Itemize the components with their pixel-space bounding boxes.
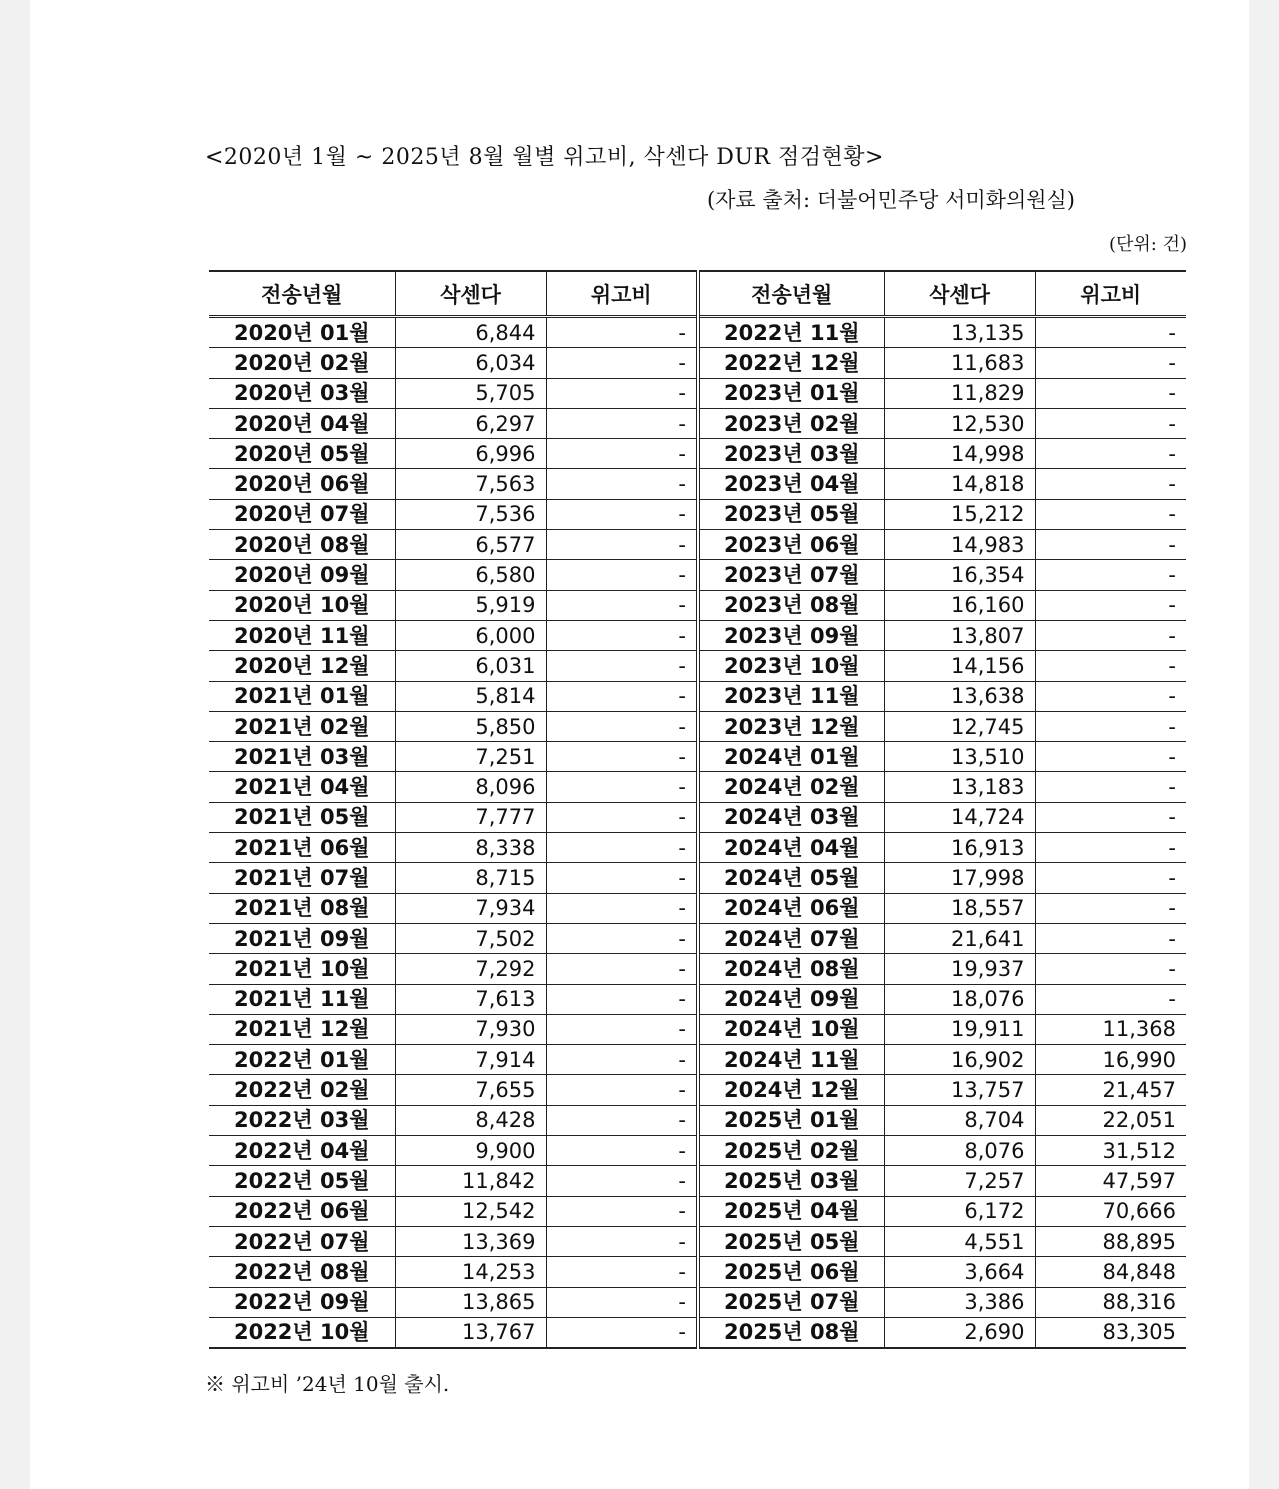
cell-wegovy-left: -: [546, 408, 698, 438]
table-row: [209, 590, 1186, 620]
cell-saxenda-right: 13,183: [884, 772, 1035, 802]
cell-saxenda-right: 14,156: [884, 651, 1035, 681]
table-row: [209, 1014, 1186, 1044]
cell-wegovy-right: -: [1035, 439, 1186, 469]
cell-saxenda-left: 7,655: [395, 1075, 546, 1105]
cell-saxenda-left: 7,930: [395, 1014, 546, 1044]
cell-saxenda-left: 6,996: [395, 439, 546, 469]
table-header-row: [209, 271, 1186, 317]
cell-wegovy-left: -: [546, 590, 698, 620]
cell-wegovy-right: -: [1035, 469, 1186, 499]
cell-wegovy-right: -: [1035, 863, 1186, 893]
cell-wegovy-right: 88,316: [1035, 1287, 1186, 1317]
cell-saxenda-left: 6,577: [395, 530, 546, 560]
cell-wegovy-right: -: [1035, 802, 1186, 832]
table-row: [209, 1075, 1186, 1105]
cell-saxenda-right: 6,172: [884, 1196, 1035, 1226]
cell-month-left: 2022년 10월: [209, 1317, 395, 1348]
cell-wegovy-left: -: [546, 711, 698, 741]
table-row: [209, 893, 1186, 923]
cell-wegovy-left: -: [546, 1136, 698, 1166]
cell-month-left: 2021년 02월: [209, 711, 395, 741]
table-row: [209, 984, 1186, 1014]
cell-saxenda-left: 7,777: [395, 802, 546, 832]
cell-wegovy-right: -: [1035, 590, 1186, 620]
cell-wegovy-left: -: [546, 1166, 698, 1196]
cell-saxenda-right: 14,818: [884, 469, 1035, 499]
cell-wegovy-right: -: [1035, 317, 1186, 348]
table-row: [209, 1287, 1186, 1317]
cell-saxenda-right: 13,510: [884, 742, 1035, 772]
cell-wegovy-left: -: [546, 984, 698, 1014]
cell-wegovy-left: -: [546, 378, 698, 408]
cell-month-left: 2021년 08월: [209, 893, 395, 923]
table-body: [209, 317, 1186, 1349]
cell-month-left: 2021년 09월: [209, 923, 395, 953]
cell-saxenda-right: 13,638: [884, 681, 1035, 711]
cell-wegovy-left: -: [546, 620, 698, 650]
cell-month-right: 2024년 09월: [698, 984, 884, 1014]
cell-month-right: 2024년 11월: [698, 1045, 884, 1075]
cell-month-right: 2023년 01월: [698, 378, 884, 408]
cell-wegovy-right: -: [1035, 772, 1186, 802]
cell-month-right: 2023년 12월: [698, 711, 884, 741]
cell-month-right: 2024년 10월: [698, 1014, 884, 1044]
cell-saxenda-left: 7,563: [395, 469, 546, 499]
cell-saxenda-right: 8,076: [884, 1136, 1035, 1166]
cell-saxenda-right: 3,664: [884, 1257, 1035, 1287]
cell-saxenda-right: 13,757: [884, 1075, 1035, 1105]
cell-saxenda-right: 14,724: [884, 802, 1035, 832]
cell-month-right: 2024년 06월: [698, 893, 884, 923]
cell-month-right: 2023년 04월: [698, 469, 884, 499]
cell-saxenda-right: 16,902: [884, 1045, 1035, 1075]
cell-wegovy-right: -: [1035, 984, 1186, 1014]
cell-month-right: 2025년 05월: [698, 1226, 884, 1256]
cell-month-left: 2021년 12월: [209, 1014, 395, 1044]
cell-month-left: 2022년 05월: [209, 1166, 395, 1196]
cell-wegovy-right: 21,457: [1035, 1075, 1186, 1105]
cell-wegovy-right: 84,848: [1035, 1257, 1186, 1287]
cell-saxenda-right: 11,829: [884, 378, 1035, 408]
footnote: ※ 위고비 ’24년 10월 출시.: [205, 1372, 450, 1396]
cell-wegovy-right: 22,051: [1035, 1105, 1186, 1135]
table-row: [209, 1105, 1186, 1135]
cell-saxenda-right: 7,257: [884, 1166, 1035, 1196]
cell-month-left: 2022년 06월: [209, 1196, 395, 1226]
cell-month-left: 2022년 04월: [209, 1136, 395, 1166]
cell-month-right: 2023년 03월: [698, 439, 884, 469]
cell-month-left: 2020년 02월: [209, 348, 395, 378]
cell-saxenda-right: 16,354: [884, 560, 1035, 590]
cell-wegovy-right: -: [1035, 893, 1186, 923]
cell-month-right: 2024년 07월: [698, 923, 884, 953]
table-row: [209, 530, 1186, 560]
cell-wegovy-right: -: [1035, 560, 1186, 590]
cell-month-left: 2022년 08월: [209, 1257, 395, 1287]
cell-month-right: 2025년 04월: [698, 1196, 884, 1226]
cell-month-right: 2024년 04월: [698, 833, 884, 863]
table-row: [209, 378, 1186, 408]
cell-saxenda-left: 5,919: [395, 590, 546, 620]
table-row: [209, 1257, 1186, 1287]
cell-month-right: 2024년 01월: [698, 742, 884, 772]
cell-saxenda-left: 5,814: [395, 681, 546, 711]
table-row: [209, 1045, 1186, 1075]
cell-saxenda-left: 6,844: [395, 317, 546, 348]
cell-month-right: 2024년 03월: [698, 802, 884, 832]
cell-wegovy-right: 47,597: [1035, 1166, 1186, 1196]
cell-saxenda-left: 6,031: [395, 651, 546, 681]
cell-saxenda-right: 18,557: [884, 893, 1035, 923]
cell-wegovy-left: -: [546, 1014, 698, 1044]
table-row: [209, 863, 1186, 893]
cell-wegovy-left: -: [546, 348, 698, 378]
cell-wegovy-left: -: [546, 1257, 698, 1287]
cell-saxenda-right: 13,807: [884, 620, 1035, 650]
header-month-right: 전송년월: [698, 271, 884, 317]
cell-month-right: 2025년 08월: [698, 1317, 884, 1348]
cell-saxenda-right: 17,998: [884, 863, 1035, 893]
cell-month-right: 2024년 12월: [698, 1075, 884, 1105]
cell-saxenda-left: 7,613: [395, 984, 546, 1014]
cell-saxenda-left: 13,767: [395, 1317, 546, 1348]
cell-wegovy-left: -: [546, 469, 698, 499]
cell-saxenda-right: 13,135: [884, 317, 1035, 348]
cell-month-left: 2020년 07월: [209, 499, 395, 529]
cell-wegovy-right: -: [1035, 651, 1186, 681]
cell-saxenda-left: 5,850: [395, 711, 546, 741]
table-row: [209, 681, 1186, 711]
cell-saxenda-left: 7,251: [395, 742, 546, 772]
cell-wegovy-right: -: [1035, 681, 1186, 711]
table-row: [209, 772, 1186, 802]
table-row: [209, 802, 1186, 832]
header-saxenda-right: 삭센다: [884, 271, 1035, 317]
cell-wegovy-right: -: [1035, 620, 1186, 650]
cell-saxenda-left: 6,580: [395, 560, 546, 590]
cell-month-right: 2023년 10월: [698, 651, 884, 681]
table-row: [209, 620, 1186, 650]
cell-month-left: 2020년 09월: [209, 560, 395, 590]
table-row: [209, 499, 1186, 529]
cell-month-left: 2020년 08월: [209, 530, 395, 560]
cell-saxenda-right: 14,983: [884, 530, 1035, 560]
cell-saxenda-right: 21,641: [884, 923, 1035, 953]
cell-wegovy-right: -: [1035, 923, 1186, 953]
cell-month-left: 2020년 11월: [209, 620, 395, 650]
cell-month-left: 2021년 01월: [209, 681, 395, 711]
cell-saxenda-right: 11,683: [884, 348, 1035, 378]
cell-saxenda-left: 6,034: [395, 348, 546, 378]
table-row: [209, 651, 1186, 681]
cell-wegovy-left: -: [546, 1045, 698, 1075]
cell-wegovy-left: -: [546, 560, 698, 590]
cell-month-left: 2022년 07월: [209, 1226, 395, 1256]
table-row: [209, 711, 1186, 741]
cell-month-right: 2025년 07월: [698, 1287, 884, 1317]
cell-wegovy-left: -: [546, 1105, 698, 1135]
cell-wegovy-left: -: [546, 1317, 698, 1348]
cell-wegovy-left: -: [546, 651, 698, 681]
dur-check-table: [209, 270, 1186, 1349]
cell-wegovy-right: 11,368: [1035, 1014, 1186, 1044]
cell-month-left: 2022년 01월: [209, 1045, 395, 1075]
cell-wegovy-right: -: [1035, 833, 1186, 863]
cell-saxenda-right: 16,913: [884, 833, 1035, 863]
cell-month-right: 2022년 11월: [698, 317, 884, 348]
cell-month-right: 2025년 06월: [698, 1257, 884, 1287]
table-row: [209, 408, 1186, 438]
document-title: <2020년 1월 ~ 2025년 8월 월별 위고비, 삭센다 DUR 점검현황>: [205, 145, 884, 170]
cell-month-left: 2020년 06월: [209, 469, 395, 499]
cell-saxenda-right: 4,551: [884, 1226, 1035, 1256]
table-row: [209, 1166, 1186, 1196]
cell-saxenda-right: 12,530: [884, 408, 1035, 438]
cell-month-left: 2020년 01월: [209, 317, 395, 348]
cell-saxenda-right: 15,212: [884, 499, 1035, 529]
cell-wegovy-left: -: [546, 923, 698, 953]
cell-wegovy-left: -: [546, 772, 698, 802]
cell-month-left: 2022년 03월: [209, 1105, 395, 1135]
cell-wegovy-right: -: [1035, 348, 1186, 378]
cell-saxenda-left: 11,842: [395, 1166, 546, 1196]
cell-saxenda-left: 7,292: [395, 954, 546, 984]
cell-month-right: 2024년 08월: [698, 954, 884, 984]
cell-saxenda-left: 5,705: [395, 378, 546, 408]
header-saxenda-left: 삭센다: [395, 271, 546, 317]
table-row: [209, 348, 1186, 378]
unit-note: (단위: 건): [1109, 234, 1187, 255]
cell-wegovy-left: -: [546, 863, 698, 893]
cell-wegovy-left: -: [546, 1075, 698, 1105]
cell-month-left: 2021년 11월: [209, 984, 395, 1014]
cell-wegovy-left: -: [546, 1287, 698, 1317]
cell-wegovy-left: -: [546, 893, 698, 923]
cell-month-left: 2020년 12월: [209, 651, 395, 681]
cell-saxenda-left: 8,715: [395, 863, 546, 893]
cell-saxenda-left: 13,369: [395, 1226, 546, 1256]
cell-month-right: 2023년 05월: [698, 499, 884, 529]
cell-month-right: 2022년 12월: [698, 348, 884, 378]
cell-saxenda-left: 7,502: [395, 923, 546, 953]
cell-saxenda-right: 16,160: [884, 590, 1035, 620]
cell-wegovy-right: 88,895: [1035, 1226, 1186, 1256]
cell-wegovy-right: -: [1035, 711, 1186, 741]
cell-saxenda-left: 6,000: [395, 620, 546, 650]
cell-month-right: 2024년 02월: [698, 772, 884, 802]
cell-month-right: 2023년 06월: [698, 530, 884, 560]
cell-month-right: 2023년 08월: [698, 590, 884, 620]
header-wegovy-right: 위고비: [1035, 271, 1186, 317]
cell-saxenda-left: 13,865: [395, 1287, 546, 1317]
cell-month-left: 2021년 03월: [209, 742, 395, 772]
table-row: [209, 833, 1186, 863]
cell-saxenda-right: 18,076: [884, 984, 1035, 1014]
cell-wegovy-left: -: [546, 317, 698, 348]
cell-wegovy-right: 31,512: [1035, 1136, 1186, 1166]
cell-saxenda-left: 8,338: [395, 833, 546, 863]
cell-month-left: 2021년 07월: [209, 863, 395, 893]
cell-month-left: 2022년 09월: [209, 1287, 395, 1317]
cell-wegovy-right: 83,305: [1035, 1317, 1186, 1348]
cell-saxenda-right: 19,911: [884, 1014, 1035, 1044]
cell-wegovy-right: 70,666: [1035, 1196, 1186, 1226]
table-row: [209, 560, 1186, 590]
cell-saxenda-left: 6,297: [395, 408, 546, 438]
cell-month-left: 2021년 05월: [209, 802, 395, 832]
cell-month-right: 2025년 03월: [698, 1166, 884, 1196]
table-row: [209, 439, 1186, 469]
cell-wegovy-left: -: [546, 681, 698, 711]
cell-month-left: 2020년 10월: [209, 590, 395, 620]
cell-saxenda-left: 8,428: [395, 1105, 546, 1135]
cell-wegovy-left: -: [546, 1226, 698, 1256]
cell-saxenda-right: 8,704: [884, 1105, 1035, 1135]
cell-saxenda-left: 12,542: [395, 1196, 546, 1226]
cell-wegovy-left: -: [546, 499, 698, 529]
cell-wegovy-right: 16,990: [1035, 1045, 1186, 1075]
cell-wegovy-right: -: [1035, 408, 1186, 438]
cell-month-left: 2021년 06월: [209, 833, 395, 863]
cell-wegovy-left: -: [546, 742, 698, 772]
cell-month-left: 2020년 03월: [209, 378, 395, 408]
cell-saxenda-right: 3,386: [884, 1287, 1035, 1317]
cell-wegovy-right: -: [1035, 954, 1186, 984]
cell-month-left: 2022년 02월: [209, 1075, 395, 1105]
table-row: [209, 923, 1186, 953]
cell-wegovy-left: -: [546, 802, 698, 832]
cell-wegovy-right: -: [1035, 499, 1186, 529]
cell-month-left: 2021년 10월: [209, 954, 395, 984]
cell-wegovy-left: -: [546, 1196, 698, 1226]
table-row: [209, 317, 1186, 348]
cell-month-right: 2023년 11월: [698, 681, 884, 711]
cell-saxenda-left: 9,900: [395, 1136, 546, 1166]
cell-wegovy-left: -: [546, 439, 698, 469]
table-row: [209, 469, 1186, 499]
cell-month-left: 2021년 04월: [209, 772, 395, 802]
table-row: [209, 1136, 1186, 1166]
data-source-note: (자료 출처: 더불어민주당 서미화의원실): [706, 188, 1075, 212]
table-row: [209, 1196, 1186, 1226]
cell-wegovy-left: -: [546, 530, 698, 560]
cell-month-right: 2024년 05월: [698, 863, 884, 893]
table-row: [209, 1226, 1186, 1256]
cell-saxenda-left: 7,914: [395, 1045, 546, 1075]
cell-month-right: 2023년 07월: [698, 560, 884, 590]
cell-wegovy-right: -: [1035, 378, 1186, 408]
cell-wegovy-left: -: [546, 954, 698, 984]
table-row: [209, 954, 1186, 984]
table-row: [209, 1317, 1186, 1348]
cell-saxenda-right: 2,690: [884, 1317, 1035, 1348]
cell-month-right: 2023년 09월: [698, 620, 884, 650]
cell-month-right: 2025년 01월: [698, 1105, 884, 1135]
cell-saxenda-left: 8,096: [395, 772, 546, 802]
header-wegovy-left: 위고비: [546, 271, 698, 317]
cell-saxenda-left: 7,536: [395, 499, 546, 529]
cell-saxenda-right: 12,745: [884, 711, 1035, 741]
cell-saxenda-left: 14,253: [395, 1257, 546, 1287]
cell-month-left: 2020년 04월: [209, 408, 395, 438]
header-month-left: 전송년월: [209, 271, 395, 317]
cell-month-right: 2025년 02월: [698, 1136, 884, 1166]
cell-wegovy-right: -: [1035, 530, 1186, 560]
table-row: [209, 742, 1186, 772]
cell-month-right: 2023년 02월: [698, 408, 884, 438]
cell-wegovy-left: -: [546, 833, 698, 863]
cell-saxenda-right: 14,998: [884, 439, 1035, 469]
cell-month-left: 2020년 05월: [209, 439, 395, 469]
cell-saxenda-left: 7,934: [395, 893, 546, 923]
cell-saxenda-right: 19,937: [884, 954, 1035, 984]
cell-wegovy-right: -: [1035, 742, 1186, 772]
